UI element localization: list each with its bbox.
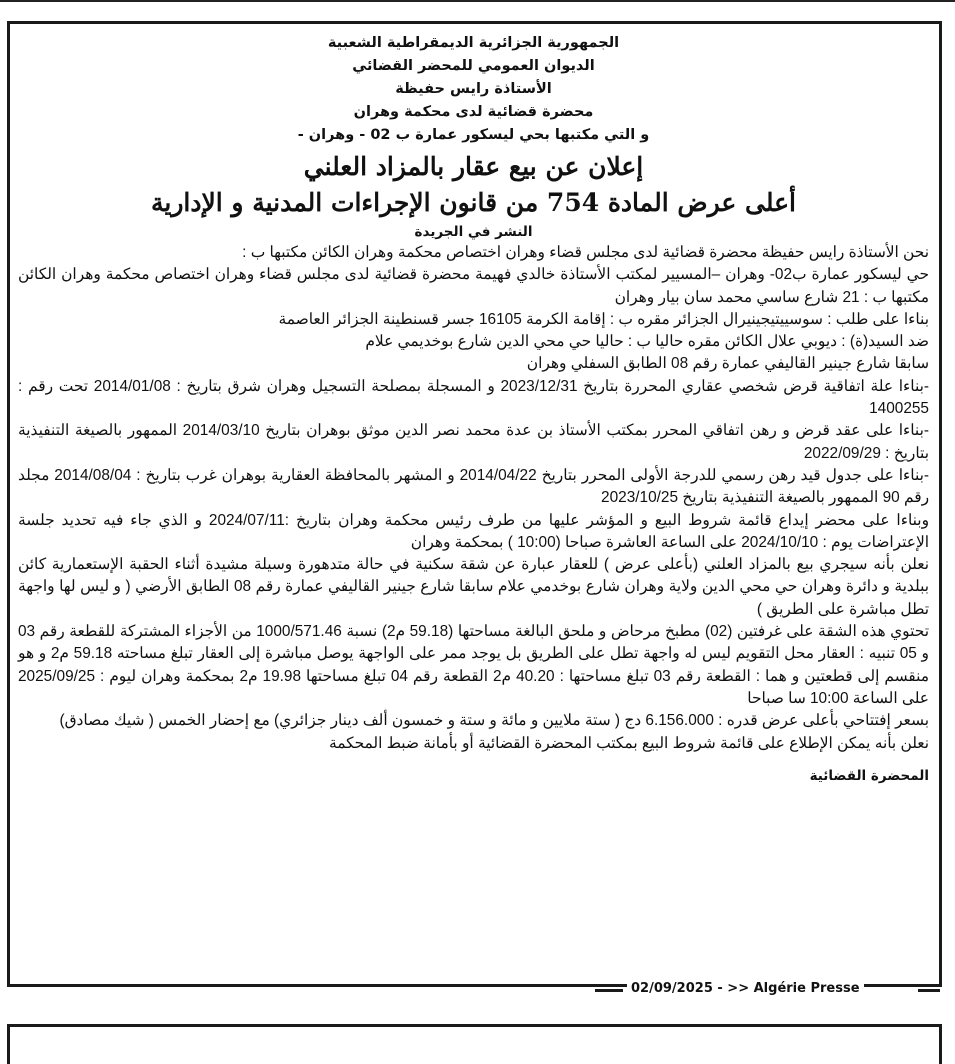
next-notice-box bbox=[7, 1024, 942, 1064]
paragraph-requester: بناءا على طلب : سوسييتيجينيرال الجزائر مقره ب : إقامة الكرمة 16105 جسر قسنطينة الجزائر العاصمة bbox=[278, 310, 929, 328]
paragraph-mortgage-deed: -بناءا على عقد قرض و رهن اتفاقي المحرر بمكتب الأستاذ بن عدة محمد نصر الدين موثق بوهران بتاريخ 2014/03/10 الممهور بالصيغة التنفيذية بتاريخ : 2022/09/29 bbox=[18, 422, 929, 462]
paragraph-sale-announcement: نعلن بأنه سيجري بيع بالمزاد العلني (بأعلى عرض ) للعقار عبارة عن شقة سكنية في حالة متدهورة وسيلة مشيدة أثناء الحقبة الإستعمارية كائن ببلدية و دائرة وهران حي محي الدين ولاية وهران شارع بوخدمي علام سابقا شارع جينير القاليفي عمارة رقم 08 الطابق الأرضي ( و ليس لها واجهة تطل مباشرة على الطريق ) bbox=[18, 556, 929, 618]
paragraph-property-description: تحتوي هذه الشقة على غرفتين (02) مطبخ مرحاض و ملحق البالغة مساحتها (59.18 م2) نسبة 1000/571.46 من الأجزاء المشتركة للقطعة رقم 03 و 05 تنبيه : العقار محل التقويم ليس له واجهة تطل على الطريق بل يوجد ممر على الواجهة يوصل مباشرة إلى العقار تبلغ مساحته 59.18 م2 و هو منقسم إلى قطعتين و هما : القطعة رقم 03 تبلغ مساحتها : 40.20 م2 القطعة رقم 04 تبلغ مساحتها 19.98 م2 بمحكمة وهران ليوم : 2025/09/25 على الساعة 10:00 سا صباحا bbox=[18, 623, 929, 707]
notice-content bbox=[18, 32, 929, 787]
signature: المحضرة القضائية bbox=[809, 767, 929, 784]
header-office-address: و التي مكتبها بحي ليسكور عمارة ب 02 - وهران - bbox=[297, 127, 650, 143]
footer-rule-right bbox=[918, 989, 940, 992]
header-republic: الجمهورية الجزائرية الديمقراطية الشعبية bbox=[327, 35, 620, 51]
paragraph-former-address: سابقا شارع جينير القاليفي عمارة رقم 08 الطابق السفلي وهران bbox=[526, 355, 929, 373]
paragraph-defendant: ضد السيد(ة) : ديوبي علال الكائن مقره حاليا ب : حاليا حي محي الدين شارع بوخديمي علام bbox=[365, 333, 929, 351]
paragraph-mortgage-registry: -بناءا على جدول قيد رهن رسمي للدرجة الأولى المحرر بتاريخ 2014/04/22 و المشهر بالمحافظة العقارية بوهران غرب بتاريخ : 2014/08/04 مجلد رقم 90 الممهور بالصيغة التنفيذية بتاريخ 2023/10/25 bbox=[18, 466, 930, 507]
notice-body bbox=[18, 242, 929, 755]
notice-title: إعلان عن بيع عقار بالمزاد العلني bbox=[303, 152, 644, 181]
paragraph-loan-agreement: -بناءا علة اتفاقية قرض شخصي عقاري المحررة بتاريخ 2023/12/31 و المسجلة بمصلحة التسجيل وهران شرق بتاريخ : 2014/01/08 تحت رقم : 1400255 bbox=[18, 377, 929, 418]
publication-label: النشر في الجريدة bbox=[414, 224, 533, 240]
header-bailiff-name: الأستاذة رايس حفيظة bbox=[395, 81, 552, 97]
paragraph-sale-conditions: وبناءا على محضر إيداع قائمة شروط البيع و المؤشر عليها من طرف رئيس محكمة وهران بتاريخ :2024/07/11 و الذي جاء فيه تحديد جلسة الإعتراضات يوم : 2024/10/10 على الساعة العاشرة صباحا (10:00 ) بمحكمة وهران bbox=[18, 511, 929, 551]
top-rule bbox=[0, 0, 955, 2]
paragraph-consultation: نعلن بأنه يمكن الإطلاع على قائمة شروط البيع بمكتب المحضرة القضائية أو بأمانة ضبط المحكمة bbox=[328, 734, 929, 752]
paragraph-substitute: حي ليسكور عمارة ب02- وهران –المسيير لمكتب الأستاذة خالدي فهيمة محضرة قضائية لدى مجلس قضاء وهران اختصاص محكمة وهران الكائن مكتبها ب : 21 شارع ساسي محمد سان بيار وهران bbox=[18, 266, 930, 306]
header-office: الديوان العمومي للمحضر القضائي bbox=[352, 58, 595, 74]
footer-rule-left bbox=[595, 989, 623, 992]
paragraph-bailiff: نحن الأستاذة رايس حفيظة محضرة قضائية لدى مجلس قضاء وهران اختصاص محكمة وهران الكائن مكتبها ب : bbox=[242, 244, 929, 261]
notice-subtitle: أعلى عرض المادة 754 من قانون الإجراءات المدنية و الإدارية bbox=[151, 188, 796, 217]
legal-notice bbox=[7, 21, 942, 987]
paragraph-opening-price: بسعر إفتتاحي بأعلى عرض قدره : 6.156.000 دج ( ستة ملايين و مائة و ستة و خمسون ألف دينار جزائري) مع إحضار الخمس ( شيك مصادق) bbox=[59, 712, 929, 730]
header-bailiff-court: محضرة قضائية لدى محكمة وهران bbox=[353, 104, 594, 120]
footer-source: 02/09/2025 - >> Algérie Presse bbox=[627, 981, 864, 996]
